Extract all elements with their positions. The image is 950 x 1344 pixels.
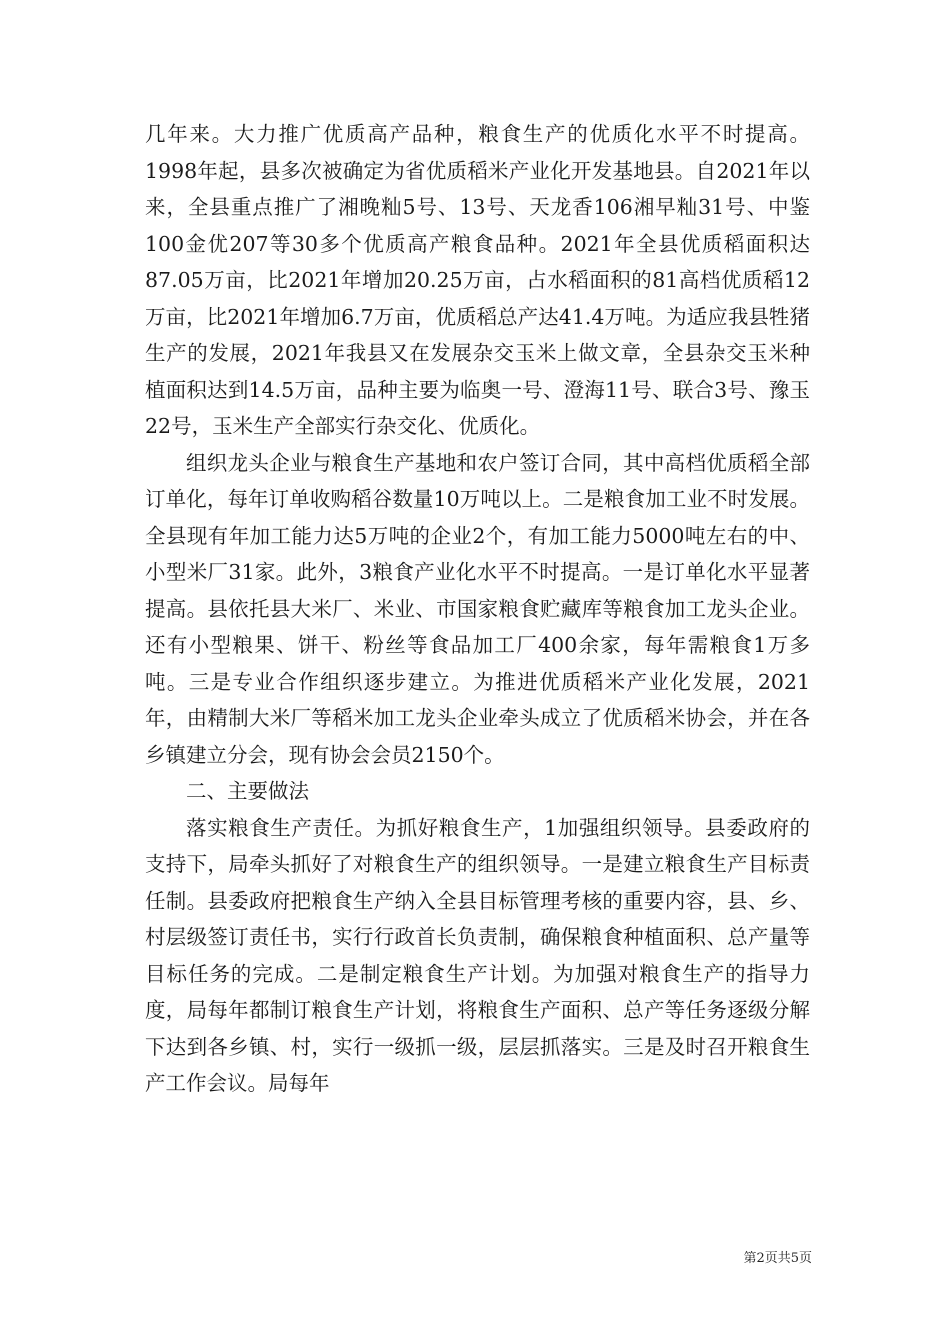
- paragraph-industrialization: 组织龙头企业与粮食生产基地和农户签订合同，其中高档优质稻全部订单化，每年订单收购稻谷数量10万吨以上。二是粮食加工业不时发展。全县现有年加工能力达5万吨的企业2个，有加工能力5000吨左右的中、小型米厂31家。此外，3粮食产业化水平不时提高。一是订单化水平显著提高。县依托县大米厂、米业、市国家粮食贮藏库等粮食加工龙头企业。还有小型粮果、饼干、粉丝等食品加工厂400余家，每年需粮食1万多吨。三是专业合作组织逐步建立。为推进优质稻米产业化发展，2021年，由精制大米厂等稻米加工龙头企业牵头成立了优质稻米协会，并在各乡镇建立分会，现有协会会员2150个。: [145, 450, 810, 767]
- paragraph-intro-varieties: 几年来。大力推广优质高产品种，粮食生产的优质化水平不时提高。1998年起，县多次被确定为省优质稻米产业化开发基地县。自2021年以来，全县重点推广了湘晚籼5号、13号、天龙香106湘早籼31号、中鉴100金优207等30多个优质高产粮食品种。2021年全县优质稻面积达87.05万亩，比2021年增加20.25万亩，占水稻面积的81高档优质稻12万亩，比2021年增加6.7万亩，优质稻总产达41.4万吨。为适应我县牲猪生产的发展，2021年我县又在发展杂交玉米上做文章，全县杂交玉米种植面积达到14.5万亩，品种主要为临奥一号、澄海11号、联合3号、豫玉22号，玉米生产全部实行杂交化、优质化。: [145, 122, 810, 438]
- section-heading-main-practices: 二、主要做法: [186, 779, 309, 803]
- body-text: [145, 116, 810, 1102]
- paragraph-responsibility: 落实粮食生产责任。为抓好粮食生产，1加强组织领导。县委政府的支持下，局牵头抓好了对粮食生产的组织领导。一是建立粮食生产目标责任制。县委政府把粮食生产纳入全县目标管理考核的重要内容，县、乡、村层级签订责任书，实行行政首长负责制，确保粮食种植面积、总产量等目标任务的完成。二是制定粮食生产计划。为加强对粮食生产的指导力度，局每年都制订粮食生产计划，将粮食生产面积、总产等任务逐级分解下达到各乡镇、村，实行一级抓一级，层层抓落实。三是及时召开粮食生产工作会议。局每年: [145, 815, 810, 1095]
- page-number-footer: 第2页共5页: [743, 1251, 812, 1266]
